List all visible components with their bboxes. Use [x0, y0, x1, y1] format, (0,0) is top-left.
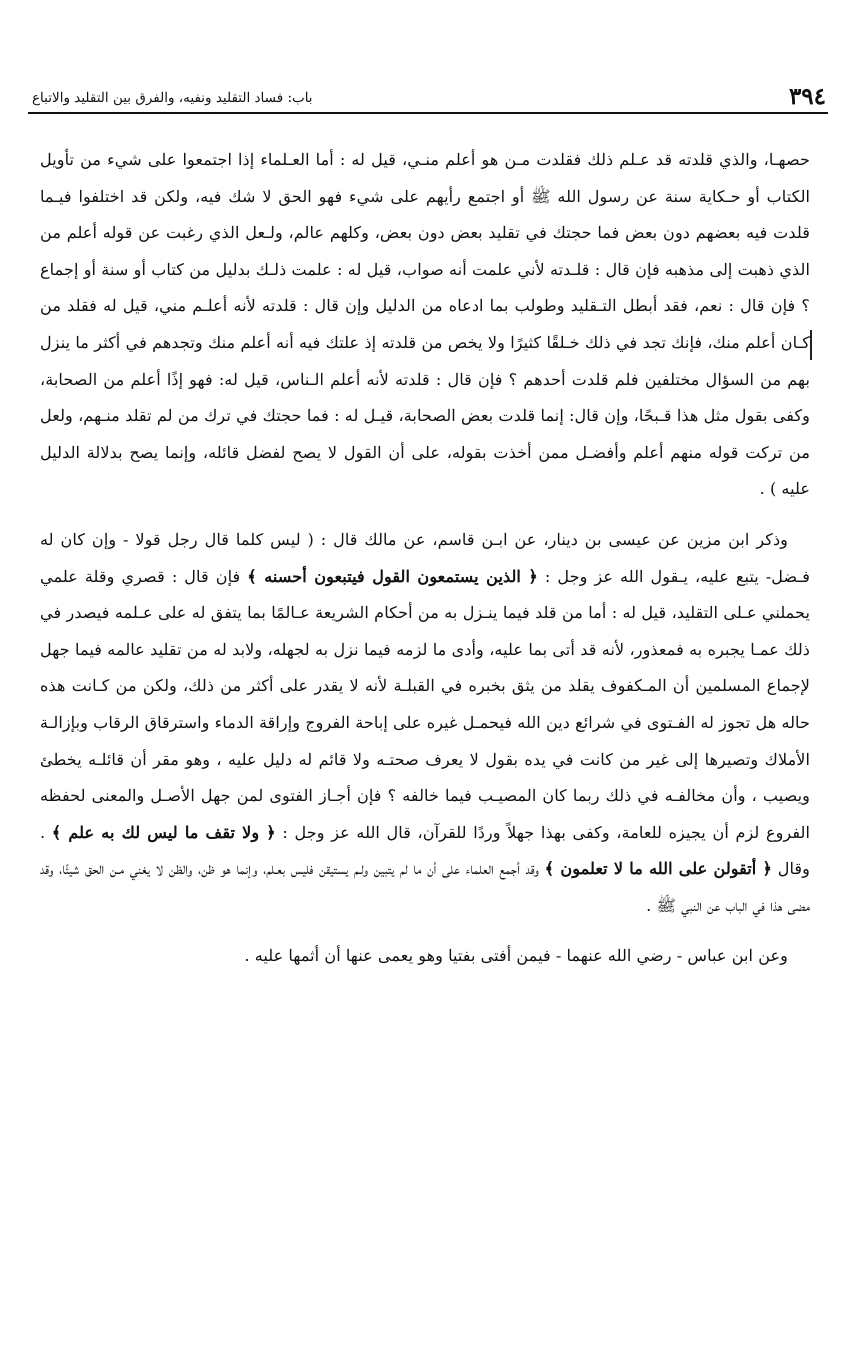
paragraph-2 [40, 522, 810, 925]
body-text [40, 142, 810, 975]
paragraph-2-text-b: فإن قال : قصري وقلة علمي يحملني عـلى التقليد، قيل له : أما من قلد فيما ينـزل به من أحكام الشريعة عـالمًا بما يتفق له على عـلمه فيصدر في ذلك عمـا يجبره به فمعذور، لأنه قد أتى بما عليه، وأدى ما لزمه فيما نزل به لجهله، ولابد له من تقليد عالمه فيما جهل لإجماع المسلمين أن المـكفوف يقلد من يثق بخبره في القبلـة لأنه لا يقدر على أكثر من ذلك، ولكن من كـانت هذه حاله هل تجوز له الفـتوى في شرائع دين الله فيحمـل غيره على إباحة الفروج وإراقة الدماء واسترقاق الرقاب وبإزالـة الأملاك وتصيرها إلى غير من كانت في يده بقول لا يعرف صحتـه ولا قائم له دليل عليه ، وهو مقر أن قائلـه يخطئ ويصيب ، وأن مخالفـه في ذلك ربما كان المصيـب فيما خالفه ؟ فإن أجـاز الفتوى لمن جهل الأصـل والمعنى لحفظه الفروع لزم أن يجيزه للعامة، وكفى بهذا جهلاً وردًا للقرآن، قال الله عز وجل : [40, 566, 810, 842]
quran-quote-3: ﴿ أتقولن على الله ما لا تعلمون ﴾ [544, 859, 773, 879]
paragraph-2-text-d: وقد أجمع العلماء على أن ما لم يتبين ولـم يستيقن فليس بعـلم، وإنما هو ظن، والظن لا يغني مـن الحق شيئًا، وقد مضى هذا في الباب عن النبي ﷺ . [40, 859, 810, 915]
paragraph-2-text-c: . وقال [40, 822, 810, 879]
page-header [28, 78, 828, 114]
page-number: ٣٩٤ [788, 83, 826, 110]
paragraph-3 [40, 938, 810, 975]
paragraph-1 [40, 142, 810, 508]
margin-mark [810, 330, 812, 360]
paragraph-3-text: وعن ابن عباس - رضي الله عنهما - فيمن أفتى بفتيا وهو يعمى عنها أن أثمها عليه . [244, 946, 788, 966]
running-title: باب: فساد التقليد ونفيه، والفرق بين التقليد والاتباع [32, 90, 313, 106]
paragraph-2-text-a: وذكر ابن مزين عن عيسى بن دينار، عن ابـن قاسم، عن مالك قال : ( ليس كلما قال رجل قولا - وإن كان له فـضل- يتبع عليه، يـقول الله عز وجل : [40, 529, 810, 586]
quran-quote-1: ﴿ الذين يستمعون القول فيتبعون أحسنه ﴾ [247, 566, 538, 586]
paragraph-1-text: حصهـا، والذي قلدته قد عـلم ذلك فقلدت مـن هو أعلم منـي، قيل له : أما العـلماء إذا اجتمعوا على شيء من تأويل الكتاب أو حـكاية سنة عن رسول الله ﷺ أو اجتمع رأيهم على شيء فهو الحق لا شك فيه، ولكن قد اختلفوا فيـما قلدت فيه بعضهم دون بعض فما حجتك في تقليد بعض دون بعض، وكلهم عالم، ولـعل الذي رغبت عن قوله أعلم من الذي ذهبت إلى مذهبه فإن قال : قلـدته لأني علمت أنه صواب، قيل له : علمت ذلـك بدليل من كتاب أو سنة أو إجماع ؟ فإن قال : نعم، فقد أبطل التـقليد وطولب بما ادعاه من الدليل وإن قال : قلدته لأنه أعلـم مني، قيل له فقلد من كـان أعلم منك، فإنك تجد في ذلك خـلقًا كثيرًا ولا يخص من قلدته إذ علتك فيه أنه أعلم منك وتجدهم في أكثر ما ينزل بهم من السؤال مختلفين فلم قلدت أحدهم ؟ فإن قال : قلدته لأنه أعلم الـناس، قيل له: فهو إذًا أعلم من الصحابة، وكفى بقول مثل هذا قـبحًا، وإن قال: إنما قلدت بعض الصحابة، قيـل له : فما حجتك في ترك من لم تقلد منـهم، ولعل من تركت قوله منهم أعلم وأفضـل ممن أخذت بقوله، على أن القول لا يصح لفضل قائله، وإنما يصح بدلالة الدليل عليه ) . [40, 150, 810, 499]
quran-quote-2: ﴿ ولا تقف ما ليس لك به علم ﴾ [51, 822, 276, 842]
